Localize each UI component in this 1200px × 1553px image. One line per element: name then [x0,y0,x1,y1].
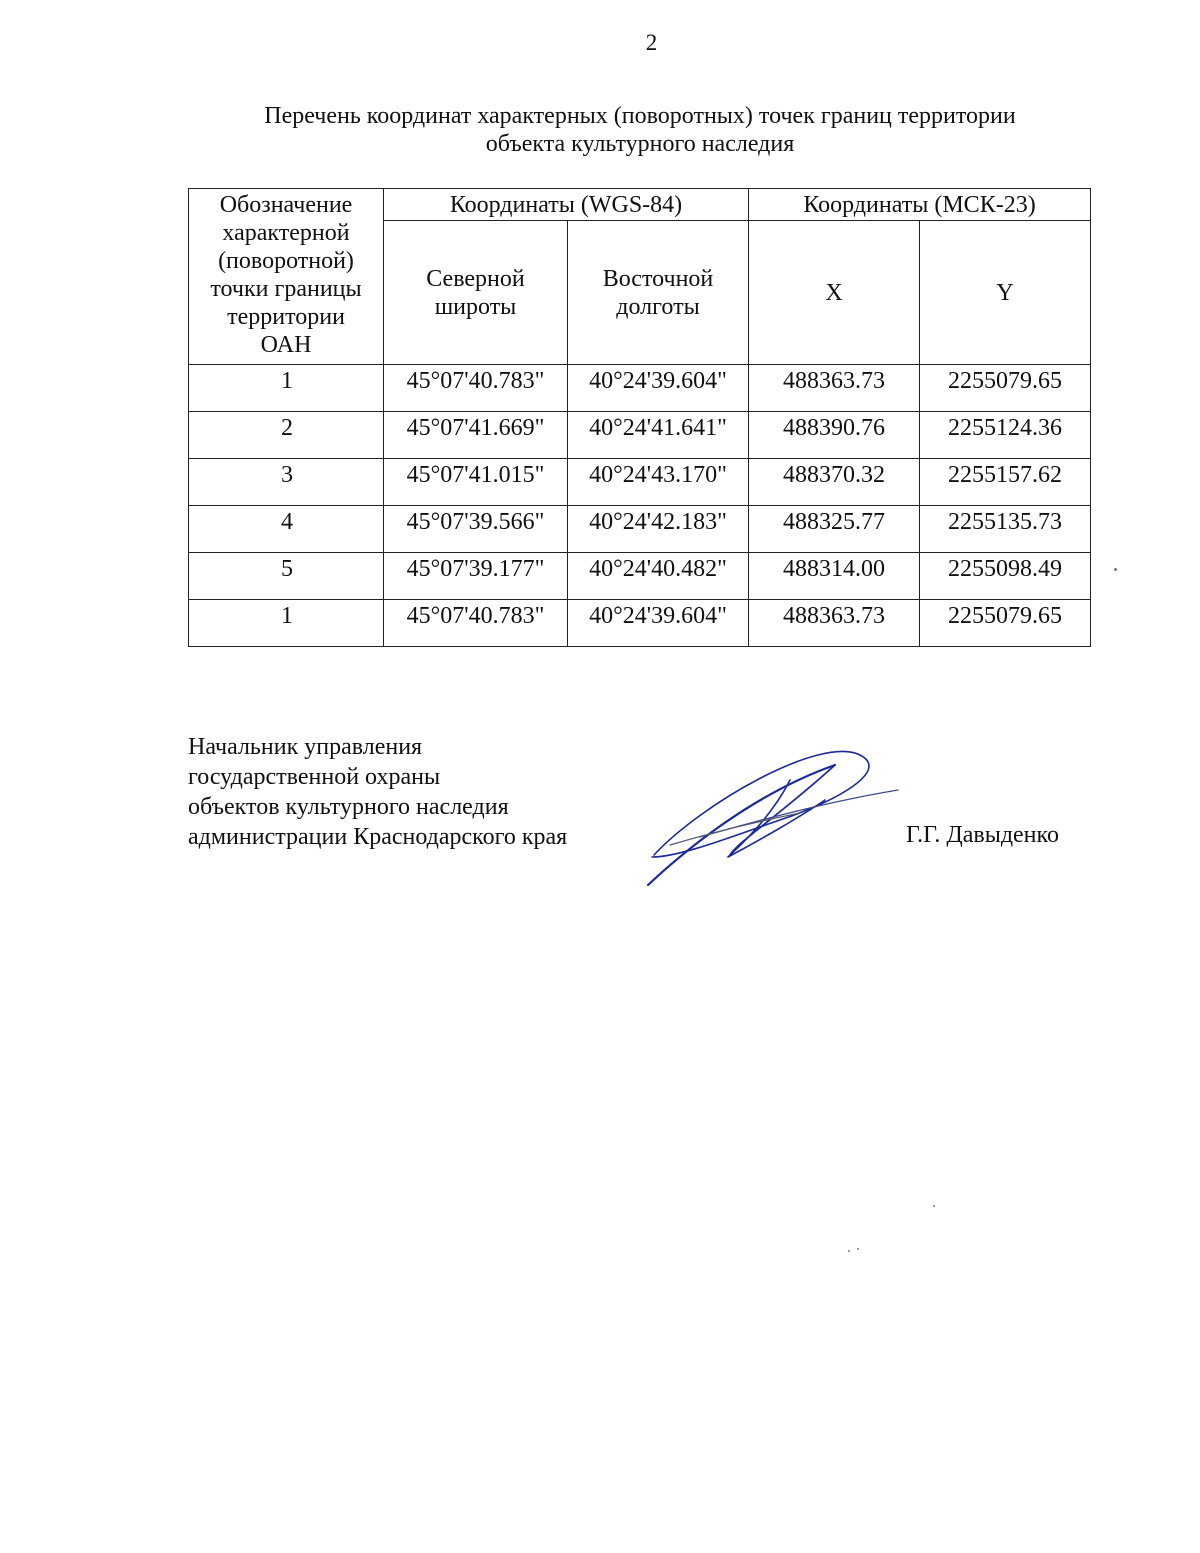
scan-speck [857,1248,859,1250]
y-header: Y [920,221,1091,365]
title-line-2: объекта культурного наследия [485,131,795,157]
y-cell: 2255098.49 [920,553,1091,600]
point-designation-header [189,189,384,365]
latitude-cell: 45°07'40.783" [384,600,568,647]
y-cell: 2255079.65 [920,365,1091,412]
point-header-line: (поворотной) [218,248,354,274]
document-title [190,102,1090,158]
signatory-title [188,732,567,852]
latitude-cell: 45°07'39.566" [384,506,568,553]
north-latitude-line: широты [434,293,517,320]
longitude-cell: 40°24'39.604" [568,365,749,412]
table-row [189,553,1091,600]
x-cell: 488363.73 [749,365,920,412]
title-line-1: Перечень координат характерных (поворотных) точек границ территории [264,103,1016,129]
coordinates-table [188,188,1091,647]
x-cell: 488370.32 [749,459,920,506]
table-header-row [189,189,1091,221]
y-cell: 2255079.65 [920,600,1091,647]
x-cell: 488390.76 [749,412,920,459]
x-header: X [749,221,920,365]
y-cell: 2255124.36 [920,412,1091,459]
point-number: 4 [189,506,384,553]
table-row [189,365,1091,412]
point-header-line: Обозначение [219,192,353,218]
latitude-cell: 45°07'41.669" [384,412,568,459]
msk23-header: Координаты (МСК-23) [749,189,1091,221]
wgs84-header: Координаты (WGS-84) [384,189,749,221]
x-cell: 488314.00 [749,553,920,600]
x-cell: 488363.73 [749,600,920,647]
x-cell: 488325.77 [749,506,920,553]
longitude-cell: 40°24'42.183" [568,506,749,553]
latitude-cell: 45°07'39.177" [384,553,568,600]
point-header-line: ОАН [260,332,312,358]
table-row [189,412,1091,459]
point-number: 2 [189,412,384,459]
signatory-line: государственной охраны [188,764,441,790]
point-number: 1 [189,600,384,647]
table-row [189,459,1091,506]
signatory-line: Начальник управления [188,734,423,760]
latitude-cell: 45°07'41.015" [384,459,568,506]
table-row [189,506,1091,553]
point-header-line: точки границы [210,276,362,302]
signatory-line: объектов культурного наследия [188,794,509,820]
north-latitude-header [384,221,568,365]
point-number: 3 [189,459,384,506]
point-header-line: территории [227,304,345,330]
scan-speck [933,1205,935,1207]
east-longitude-line: Восточной [602,265,714,292]
north-latitude-line: Северной [426,265,525,292]
point-header-line: характерной [222,220,350,246]
point-number: 1 [189,365,384,412]
longitude-cell: 40°24'43.170" [568,459,749,506]
signatory-line: администрации Краснодарского края [188,824,568,850]
latitude-cell: 45°07'40.783" [384,365,568,412]
handwritten-signature [640,745,910,890]
y-cell: 2255157.62 [920,459,1091,506]
east-longitude-line: долготы [616,293,700,320]
table-row [189,600,1091,647]
y-cell: 2255135.73 [920,506,1091,553]
longitude-cell: 40°24'40.482" [568,553,749,600]
longitude-cell: 40°24'41.641" [568,412,749,459]
signer-name: Г.Г. Давыденко [906,822,1059,848]
longitude-cell: 40°24'39.604" [568,600,749,647]
scan-speck [848,1250,850,1252]
page-number: 2 [645,30,658,55]
point-number: 5 [189,553,384,600]
scan-speck [1114,568,1117,571]
east-longitude-header [568,221,749,365]
